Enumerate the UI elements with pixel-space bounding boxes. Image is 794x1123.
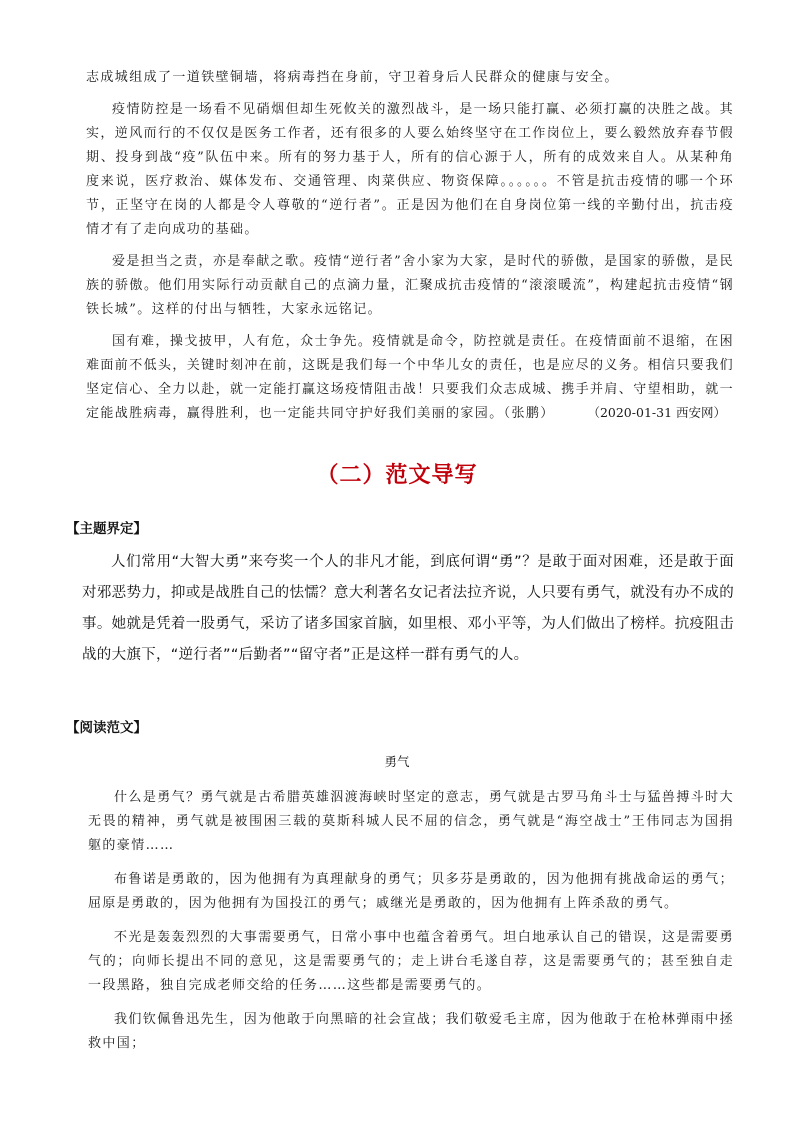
section-title: （二）范文导写 bbox=[316, 463, 478, 488]
essay-paragraph-4: 我们钦佩鲁迅先生，因为他敢于向黑暗的社会宣战；我们敬爱毛主席，因为他敢于在枪林弹雨中拯救中国； bbox=[88, 1012, 734, 1051]
article-source: （2020-01-31 西安网） bbox=[587, 405, 726, 420]
essay-title: 勇气 bbox=[384, 754, 410, 769]
essay-paragraph-3: 不光是轰轰烈烈的大事需要勇气，日常小事中也蕴含着勇气。坦白地承认自己的错误，这是需要勇气的；向师长提出不同的意见，这是需要勇气的；走上讲台毛遂自荐，这是需要勇气的；甚至独自走一段黑路，独自完成老师交给的任务……这些都是需要勇气的。 bbox=[88, 930, 734, 993]
essay-paragraph-1: 什么是勇气？勇气就是古希腊英雄泅渡海峡时坚定的意志，勇气就是古罗马角斗士与猛兽搏斗时大无畏的精神，勇气就是被围困三载的莫斯科城人民不屈的信念，勇气就是“海空战士”王伟同志为国捐躯的豪情…… bbox=[88, 790, 734, 853]
theme-label: 【主题界定】 bbox=[66, 521, 147, 537]
essay-body bbox=[88, 786, 734, 1056]
essay-paragraph-2: 布鲁诺是勇敢的，因为他拥有为真理献身的勇气；贝多芬是勇敢的，因为他拥有挑战命运的勇气；屈原是勇敢的，因为他拥有为国投江的勇气；戚继光是勇敢的，因为他拥有上阵杀敌的勇气。 bbox=[88, 872, 734, 911]
article-paragraph-3: 爱是担当之责，亦是奉献之歌。疫情“逆行者”舍小家为大家，是时代的骄傲，是国家的骄傲，是民族的骄傲。他们用实际行动贡献自己的点滴力量，汇聚成抗击疫情的“滚滚暖流”，构建起抗击疫情“钢铁长城”。这样的付出与牺牲，大家永远铭记。 bbox=[86, 254, 734, 317]
theme-paragraph: 人们常用“大智大勇”来夸奖一个人的非凡才能，到底何谓“勇”？是敢于面对困难，还是敢于面对邪恶势力，抑或是战胜自己的怯懦？意大利著名女记者法拉齐说，人只要有勇气，就没有办不成的事。她就是凭着一股勇气，采访了诸多国家首脑，如里根、邓小平等，为人们做出了榜样。抗疫阻击战的大旗下，“逆行者”“后勤者”“留守者”正是这样一群有勇气的人。 bbox=[82, 554, 734, 663]
theme-body bbox=[82, 547, 734, 671]
article-paragraph-2: 疫情防控是一场看不见硝烟但却生死攸关的激烈战斗，是一场只能打赢、必须打赢的决胜之战。其实，逆风而行的不仅仅是医务工作者，还有很多的人要么始终坚守在工作岗位上，要么毅然放弃春节假期、投身到战“疫”队伍中来。所有的努力基于人，所有的信心源于人，所有的成效来自人。从某种角度来说，医疗救治、媒体发布、交通管理、肉菜供应、物资保障。。。。。。不管是抗击疫情的哪一个环节，正坚守在岗的人都是令人尊敬的“逆行者”。正是因为他们在自身岗位第一线的辛勤付出，抗击疫情才有了走向成功的基础。 bbox=[86, 102, 735, 237]
article-paragraph-4: 国有难，操戈披甲，人有危，众士争先。疫情就是命令，防控就是责任。在疫情面前不退缩，在困难面前不低头，关键时刻冲在前，这既是我们每一个中华儿女的责任，也是应尽的义务。相信只要我们坚定信心、全力以赴，就一定能打赢这场疫情阻击战！只要我们众志成城、携手并肩、守望相助，就一定能战胜病毒，赢得胜利，也一定能共同守护好我们美丽的家园。（张鹏） bbox=[86, 334, 735, 421]
article-paragraph-1: 志成城组成了一道铁壁铜墙，将病毒挡在身前，守卫着身后人民群众的健康与安全。 bbox=[86, 70, 619, 85]
reading-label: 【阅读范文】 bbox=[66, 720, 147, 736]
article-tail bbox=[86, 66, 734, 426]
